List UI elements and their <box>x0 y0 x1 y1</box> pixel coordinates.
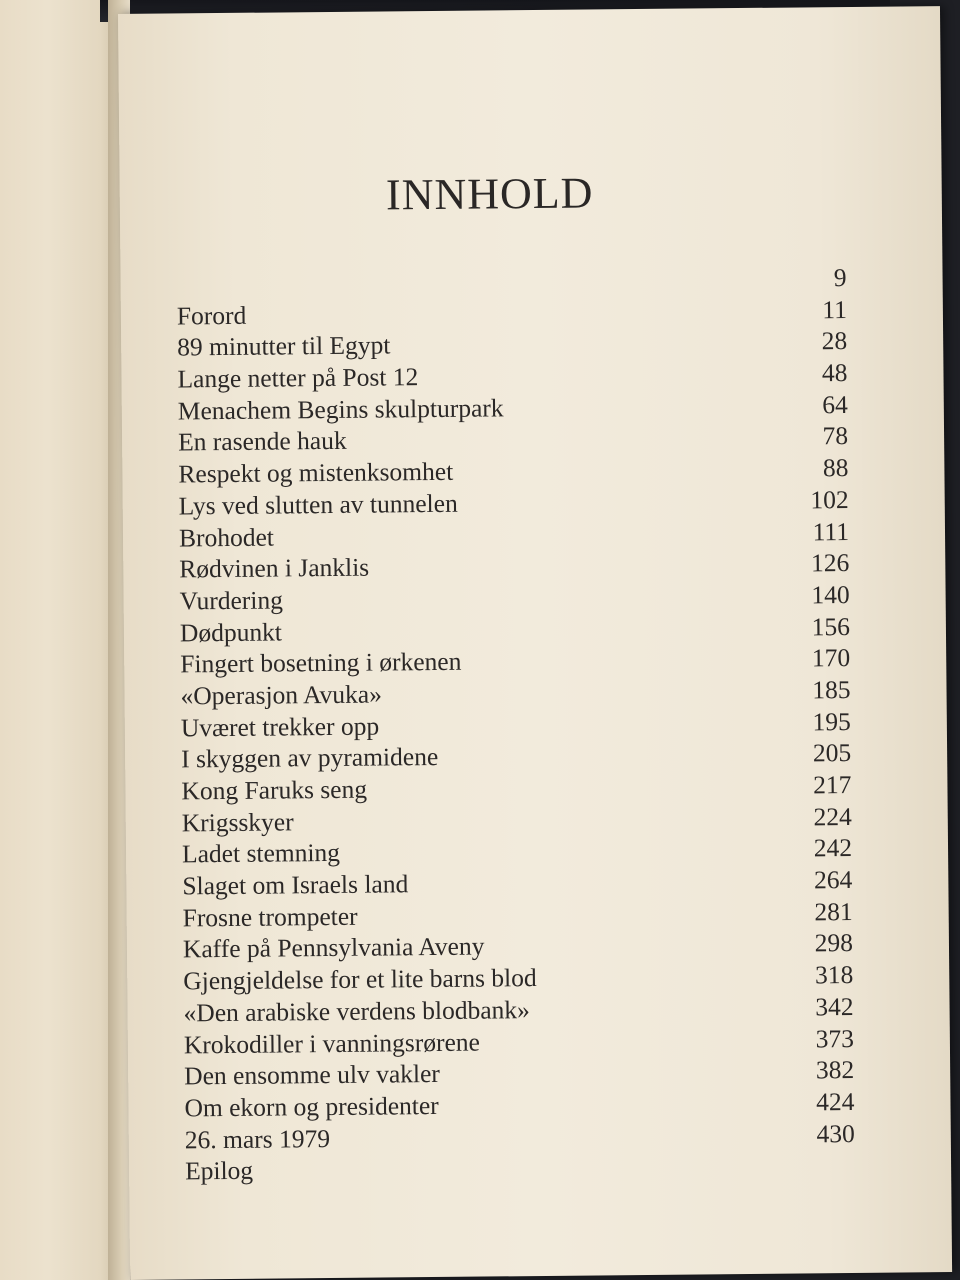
toc-entry-title: Fingert bosetning i ørkenen <box>180 646 462 679</box>
toc-entry-title: Krigsskyer <box>181 807 294 838</box>
toc-entry-page-number: 373 <box>815 1023 855 1053</box>
toc-entry-title: Ladet stemning <box>181 838 341 869</box>
toc-entry-page-number: 382 <box>815 1055 855 1085</box>
book-page <box>118 6 952 1280</box>
toc-entry-title: 26. mars 1979 <box>184 1123 331 1154</box>
toc-entry-page-number: 430 <box>816 1118 855 1148</box>
page-title: INNHOLD <box>385 168 594 220</box>
toc-entry-title: I skyggen av pyramidene <box>181 742 439 774</box>
toc-entry-page-number: 185 <box>812 674 851 705</box>
toc-entry-title: Krokodiller i vanningsrørene <box>183 1027 481 1059</box>
toc-entry-page-number: 318 <box>814 960 854 990</box>
toc-entry-title: Vurdering <box>179 585 284 616</box>
toc-entry-page-number: 11 <box>822 294 848 324</box>
toc-entry-page-number: 140 <box>811 579 850 610</box>
toc-entry-page-number: 424 <box>816 1086 855 1117</box>
toc-entry-page-number: 264 <box>813 865 853 895</box>
toc-entry-title: Brohodet <box>178 522 275 552</box>
toc-entry-page-number: 9 <box>833 263 847 293</box>
toc-entry-page-number: 205 <box>812 738 852 768</box>
toc-entry-title: Dødpunkt <box>179 617 283 647</box>
toc-entry-title: «Den arabiske verdens blodbank» <box>183 994 530 1028</box>
toc-entry-page-number: 64 <box>822 389 848 420</box>
toc-entry-page-number: 28 <box>821 326 848 356</box>
toc-entry-page-number: 156 <box>811 611 851 641</box>
toc-entry-title: Kong Faruks seng <box>181 774 368 806</box>
toc-entry-page-number: 195 <box>812 706 851 736</box>
toc-entry-title: 89 minutter til Egypt <box>177 330 391 362</box>
toc-entry-page-number: 48 <box>821 358 848 388</box>
toc-entry-title: Forord <box>176 300 247 331</box>
toc-entry-title: Epilog <box>184 1156 254 1186</box>
toc-entry-title: Uværet trekker opp <box>180 711 380 743</box>
toc-entry-title: Kaffe på Pennsylvania Aveny <box>182 931 485 964</box>
toc-entry <box>184 1118 855 1186</box>
toc-entry-page-number: 217 <box>813 769 852 800</box>
toc-entry-title: Lys ved slutten av tunnelen <box>178 488 458 521</box>
toc-entry-page-number: 224 <box>813 801 852 832</box>
toc-entry-page-number: 102 <box>810 484 849 515</box>
toc-entry-title: Frosne trompeter <box>182 901 358 933</box>
toc-entry-page-number: 111 <box>812 516 850 546</box>
toc-entry-page-number: 170 <box>811 643 851 673</box>
toc-entry-page-number: 281 <box>814 896 853 927</box>
toc-entry-title: Menachem Begins skulpturpark <box>177 393 504 426</box>
toc-entry-page-number: 298 <box>814 928 854 958</box>
toc-entry-title: En rasende hauk <box>177 426 347 457</box>
toc-entry-page-number: 126 <box>810 548 850 578</box>
toc-entry-title: Rødvinen i Janklis <box>179 552 370 584</box>
toc-entry-page-number: 242 <box>813 833 853 863</box>
left-page-edge <box>0 0 118 1280</box>
toc-entry-title: «Operasjon Avuka» <box>180 679 383 711</box>
toc-entry-title: Respekt og mistenksomhet <box>178 456 454 489</box>
toc-entry-page-number: 78 <box>822 421 849 451</box>
toc-entry-title: Den ensomme ulv vakler <box>184 1059 440 1091</box>
toc-entry-title: Gjengjeldelse for et lite barns blod <box>183 963 537 996</box>
toc-entry-title: Om ekorn og presidenter <box>184 1090 439 1123</box>
toc-entry-page-number: 342 <box>815 991 854 1022</box>
toc-entry-page-number: 88 <box>822 453 849 483</box>
toc-entry-title: Lange netter på Post 12 <box>177 362 419 394</box>
toc-entry-title: Slaget om Israels land <box>182 869 409 901</box>
table-of-contents <box>176 263 855 1186</box>
